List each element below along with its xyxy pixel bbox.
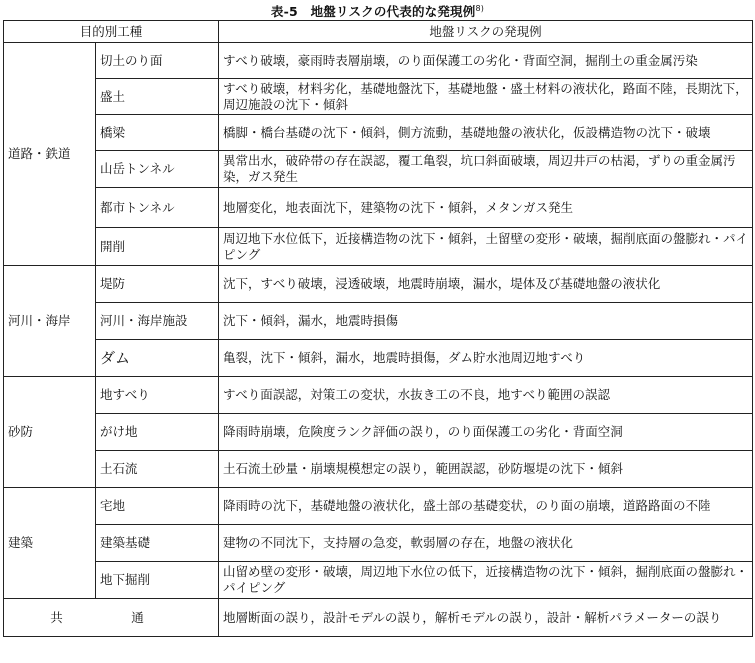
table-title: 表-5 地盤リスクの代表的な発現例: [270, 4, 476, 19]
reference-mark: 8): [475, 3, 485, 13]
subcategory-cell: 切土のり面: [96, 43, 219, 79]
table-row: [4, 79, 753, 115]
header-risk-examples: 地盤リスクの発現例: [219, 21, 753, 43]
table-row: [4, 488, 753, 525]
category-river-coast: 河川・海岸: [4, 266, 96, 377]
risk-description: 降雨時崩壊，危険度ランク評価の誤り，のり面保護工の劣化・背面空洞: [219, 414, 753, 451]
risk-description: 亀裂，沈下・傾斜，漏水，地震時損傷，ダム貯水池周辺地すべり: [219, 340, 753, 377]
risk-description: すべり破壊，材料劣化，基礎地盤沈下，基礎地盤・盛土材料の液状化，路面不陸，長期沈下，周辺施設の沈下・傾斜: [219, 79, 753, 115]
risk-description: すべり破壊，豪雨時表層崩壊，のり面保護工の劣化・背面空洞，掘削土の重金属汚染: [219, 43, 753, 79]
subcategory-cell: 地すべり: [96, 377, 219, 414]
subcategory-cell: ダム: [96, 340, 219, 377]
subcategory-cell: がけ地: [96, 414, 219, 451]
subcategory-cell: 土石流: [96, 451, 219, 488]
geotechnical-risk-table: [3, 20, 753, 637]
subcategory-cell: 橋梁: [96, 115, 219, 151]
category-building: 建築: [4, 488, 96, 599]
subcategory-cell: 宅地: [96, 488, 219, 525]
table-row: [4, 562, 753, 599]
table-row: [4, 188, 753, 228]
table-header-row: [4, 21, 753, 43]
table-row: [4, 340, 753, 377]
risk-description: 土石流土砂量・崩壊規模想定の誤り，範囲誤認，砂防堰堤の沈下・傾斜: [219, 451, 753, 488]
risk-description: 周辺地下水位低下，近接構造物の沈下・傾斜，土留壁の変形・破壊，掘削底面の盤膨れ・パイピング: [219, 228, 753, 266]
category-sabo: 砂防: [4, 377, 96, 488]
subcategory-cell: 堤防: [96, 266, 219, 303]
table-row: [4, 377, 753, 414]
table-row: [4, 151, 753, 188]
header-work-type: 目的別工種: [4, 21, 219, 43]
table-row: [4, 525, 753, 562]
risk-description: すべり面誤認，対策工の変状，水抜き工の不良，地すべり範囲の誤認: [219, 377, 753, 414]
subcategory-cell: 山岳トンネル: [96, 151, 219, 188]
table-row: [4, 115, 753, 151]
risk-description: 山留め壁の変形・破壊，周辺地下水位の低下，近接構造物の沈下・傾斜，掘削底面の盤膨れ・パイピング: [219, 562, 753, 599]
subcategory-cell: 建築基礎: [96, 525, 219, 562]
risk-description: 異常出水，破砕帯の存在誤認，覆工亀裂，坑口斜面破壊，周辺井戸の枯渇，ずりの重金属汚染，ガス発生: [219, 151, 753, 188]
table-row: [4, 303, 753, 340]
risk-description: 地層断面の誤り，設計モデルの誤り，解析モデルの誤り，設計・解析パラメーターの誤り: [219, 599, 753, 637]
subcategory-cell: 開削: [96, 228, 219, 266]
risk-description: 建物の不同沈下，支持層の急変，軟弱層の存在，地盤の液状化: [219, 525, 753, 562]
risk-description: 沈下，すべり破壊，浸透破壊，地震時崩壊，漏水，堤体及び基礎地盤の液状化: [219, 266, 753, 303]
category-common: 共 通: [4, 599, 219, 637]
subcategory-cell: 地下掘削: [96, 562, 219, 599]
table-row: [4, 228, 753, 266]
table-row: [4, 599, 753, 637]
table-caption: [0, 2, 755, 20]
table-row: [4, 414, 753, 451]
risk-description: 橋脚・橋台基礎の沈下・傾斜，側方流動，基礎地盤の液状化，仮設構造物の沈下・破壊: [219, 115, 753, 151]
category-road-railway: 道路・鉄道: [4, 43, 96, 266]
table-row: [4, 451, 753, 488]
risk-description: 地層変化，地表面沈下，建築物の沈下・傾斜，メタンガス発生: [219, 188, 753, 228]
risk-description: 沈下・傾斜，漏水，地震時損傷: [219, 303, 753, 340]
table-row: [4, 266, 753, 303]
subcategory-cell: 都市トンネル: [96, 188, 219, 228]
risk-description: 降雨時の沈下，基礎地盤の液状化，盛土部の基礎変状，のり面の崩壊，道路路面の不陸: [219, 488, 753, 525]
table-row: [4, 43, 753, 79]
subcategory-cell: 盛土: [96, 79, 219, 115]
subcategory-cell: 河川・海岸施設: [96, 303, 219, 340]
